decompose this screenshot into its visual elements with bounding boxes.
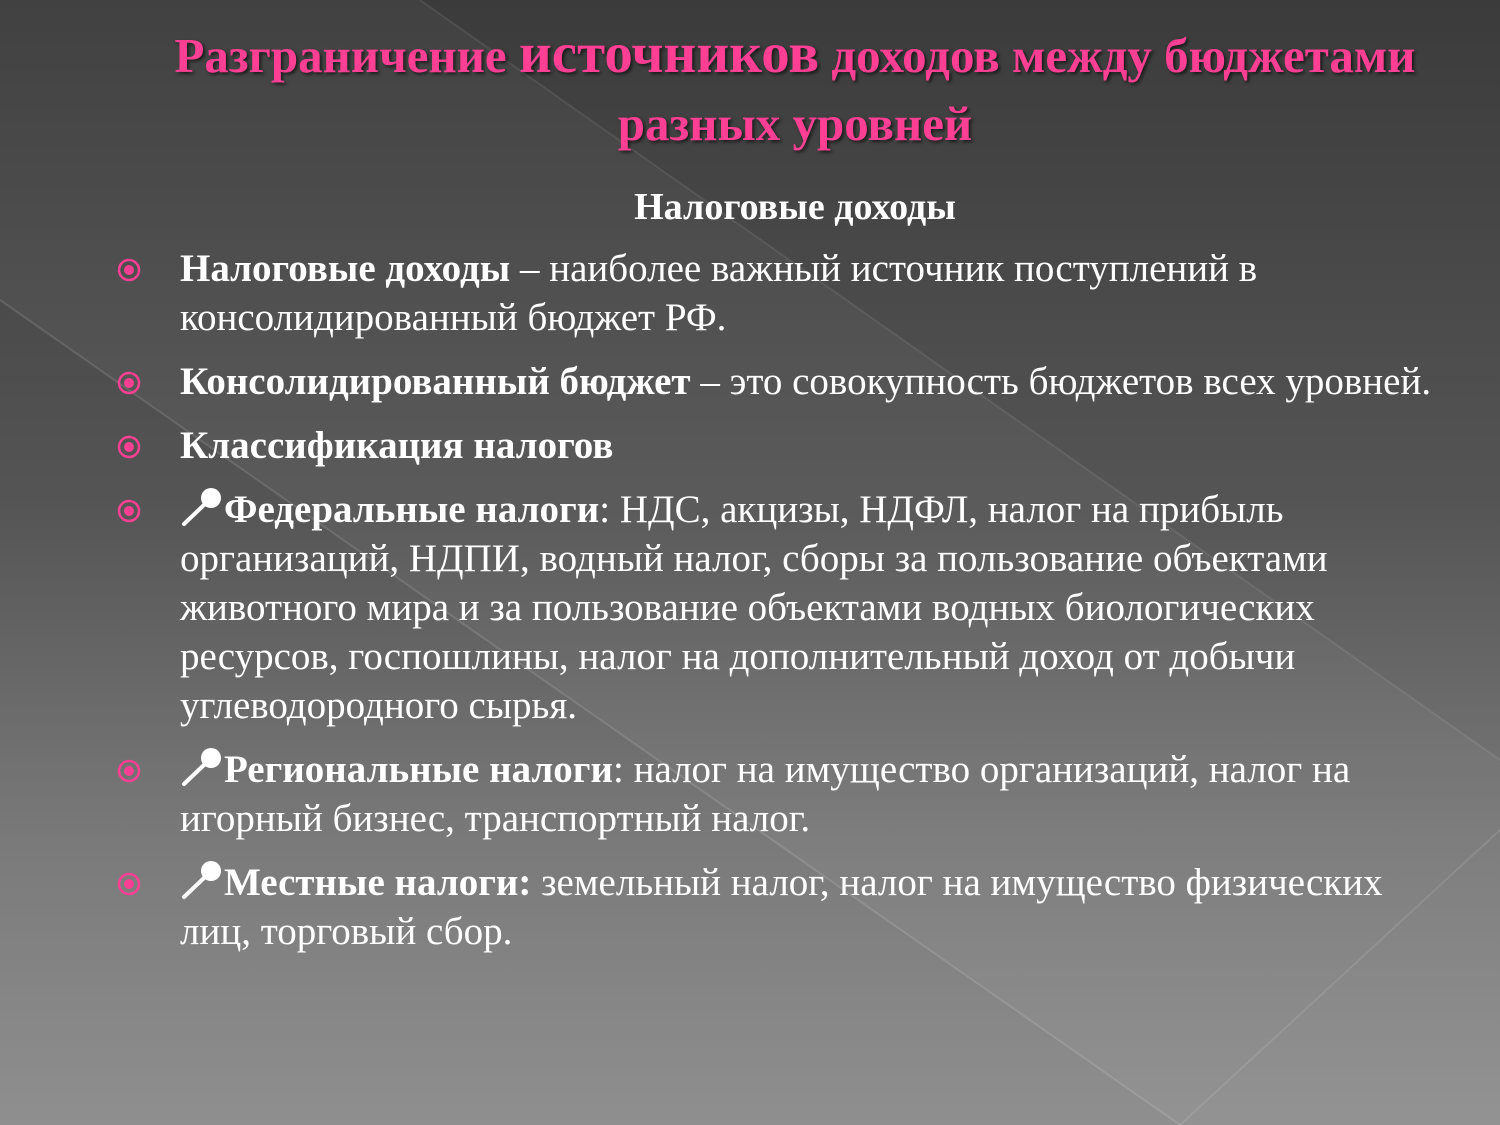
circle-bullet-icon: [116, 257, 142, 283]
circle-bullet-icon: [116, 370, 142, 396]
section-heading: Налоговые доходы: [634, 186, 956, 228]
definition: : НДС, акцизы, НДФЛ, налог на прибыль организаций, НДПИ, водный налог, сборы за пользование объектами животного мира и за пользование объектами водных биологических ресурсов, госпошлины, налог на дополнительный доход от добычи углеводородного сырья.: [180, 488, 1328, 727]
list-item: [112, 357, 1442, 406]
pin-icon: [180, 860, 224, 900]
circle-bullet-icon: [116, 434, 142, 460]
circle-bullet-icon: [116, 758, 142, 784]
circle-bullet-icon: [116, 498, 142, 524]
definition: – это совокупность бюджетов всех уровней.: [690, 360, 1432, 403]
list-item: [112, 745, 1442, 843]
term: Налоговые доходы: [180, 247, 511, 290]
term: Федеральные налоги: [224, 488, 600, 531]
list-item: [112, 858, 1442, 956]
term: Классификация налогов: [180, 424, 614, 467]
list-item: [112, 244, 1442, 342]
bullet-list: [112, 244, 1442, 971]
slide-title: Разграничение источников доходов между бюджетами разных уровней: [174, 22, 1416, 151]
definition: : налог на имущество организаций, налог на игорный бизнес, транспортный налог.: [180, 748, 1351, 840]
list-item: [112, 485, 1442, 730]
term: Региональные налоги: [224, 748, 613, 791]
definition: – наиболее важный источник поступлений в консолидированный бюджет РФ.: [180, 247, 1258, 339]
term: Консолидированный бюджет: [180, 360, 691, 403]
circle-bullet-icon: [116, 871, 142, 897]
pin-icon: [180, 487, 224, 527]
pin-icon: [180, 747, 224, 787]
list-item: [112, 421, 1442, 470]
term: Местные налоги:: [224, 861, 532, 904]
definition: земельный налог, налог на имущество физических лиц, торговый сбор.: [180, 861, 1383, 953]
